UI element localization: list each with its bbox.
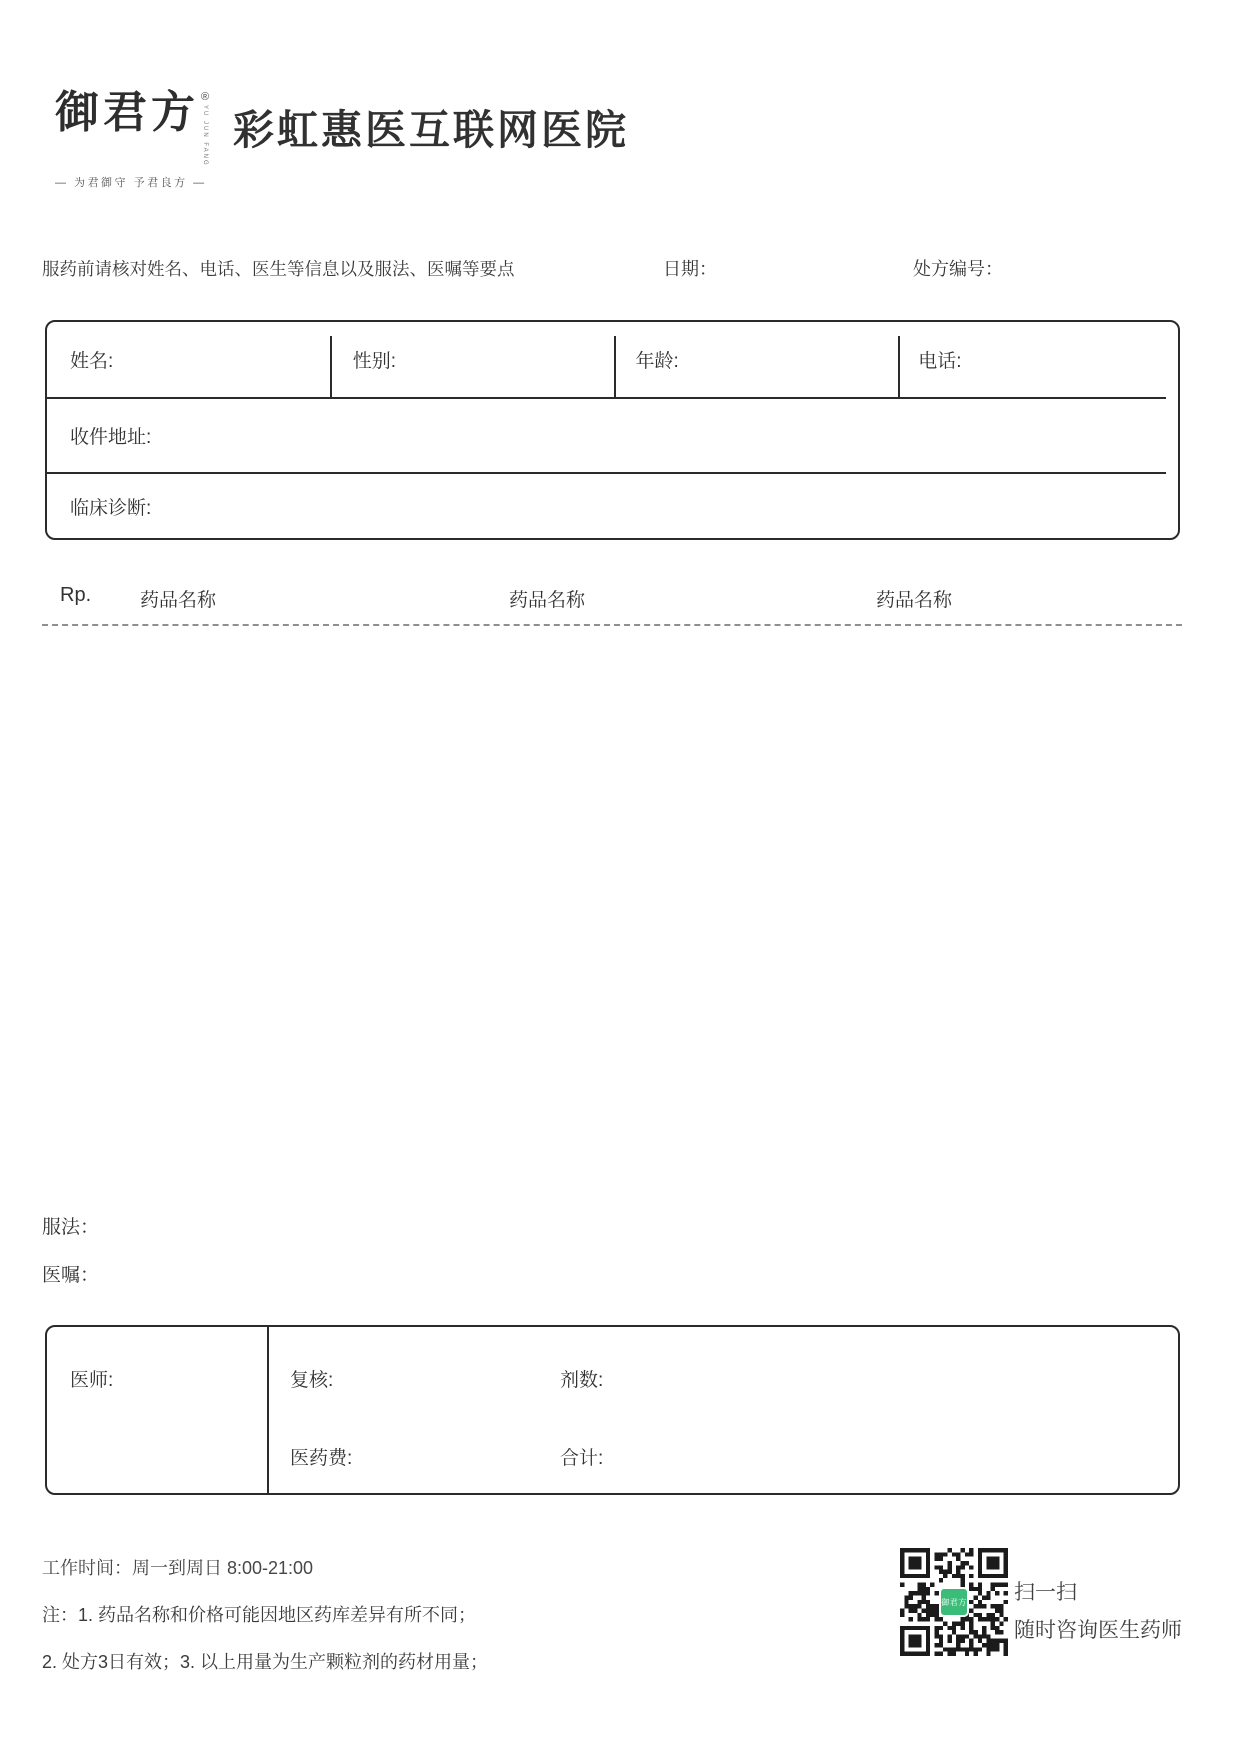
brand-logo-text: 御君方 [55, 87, 199, 138]
column-divider [614, 336, 616, 397]
clinical-diagnosis-field [47, 474, 1178, 538]
verification-notice: 服药前请核对姓名、电话、医生等信息以及服法、医嘱等要点 [42, 259, 515, 279]
qr-code [900, 1548, 1008, 1656]
footer-note-line1: 注：1. 药品名称和价格可能因地区药库差异有所不同； [42, 1605, 477, 1625]
dashed-separator [42, 624, 1182, 626]
rp-label: Rp. [60, 584, 92, 606]
medicine-fee-label: 医药费: [290, 1448, 353, 1469]
hospital-name: 彩虹惠医互联网医院 [233, 107, 629, 153]
date-label: 日期： [663, 259, 717, 279]
patient-phone-field [895, 322, 1178, 397]
patient-age-field [613, 322, 896, 397]
brand-slogan: — 为君御守 予君良方 — [55, 176, 207, 189]
review-label: 复核: [290, 1370, 334, 1391]
doctor-fee-box [45, 1325, 1180, 1495]
patient-name-field [47, 322, 330, 397]
doctor-advice-label: 医嘱： [42, 1265, 100, 1286]
patient-address-label: 收件地址: [70, 427, 152, 448]
patient-info-box [45, 320, 1180, 540]
registered-trademark-icon: ® [201, 91, 210, 103]
patient-phone-label: 电话: [918, 351, 962, 372]
qr-center-brand-text: 御君方 [941, 1597, 967, 1607]
drug-name-column-header: 药品名称 [876, 590, 953, 611]
column-divider [898, 336, 900, 397]
patient-age-label: 年龄: [635, 351, 679, 372]
brand-logo-vertical-text: YU JUN FANG [202, 105, 209, 167]
scan-qr-title: 扫一扫 [1014, 1581, 1077, 1604]
work-hours-text: 工作时间：周一到周日 8:00-21:00 [42, 1558, 314, 1578]
patient-row-basic [47, 322, 1178, 397]
footer-note-line2: 2. 处方3日有效；3. 以上用量为生产颗粒剂的药材用量； [42, 1652, 489, 1672]
patient-address-field [47, 399, 1178, 472]
prescription-number-label: 处方编号： [913, 259, 1003, 279]
total-label: 合计: [560, 1448, 604, 1469]
column-divider [330, 336, 332, 397]
usage-label: 服法： [42, 1217, 100, 1238]
scan-qr-subtitle: 随时咨询医生药师 [1014, 1619, 1182, 1642]
patient-gender-label: 性别: [352, 351, 397, 372]
qr-center-brand-logo [939, 1587, 969, 1617]
column-divider [267, 1327, 269, 1493]
clinical-diagnosis-label: 临床诊断: [70, 497, 152, 519]
doses-label: 剂数: [560, 1370, 604, 1391]
doctor-label: 医师: [70, 1370, 114, 1391]
drug-name-column-header: 药品名称 [140, 590, 217, 611]
patient-gender-field [330, 322, 613, 397]
brand-logo [55, 87, 210, 190]
drug-name-column-header: 药品名称 [509, 590, 586, 611]
patient-name-label: 姓名: [70, 351, 114, 372]
